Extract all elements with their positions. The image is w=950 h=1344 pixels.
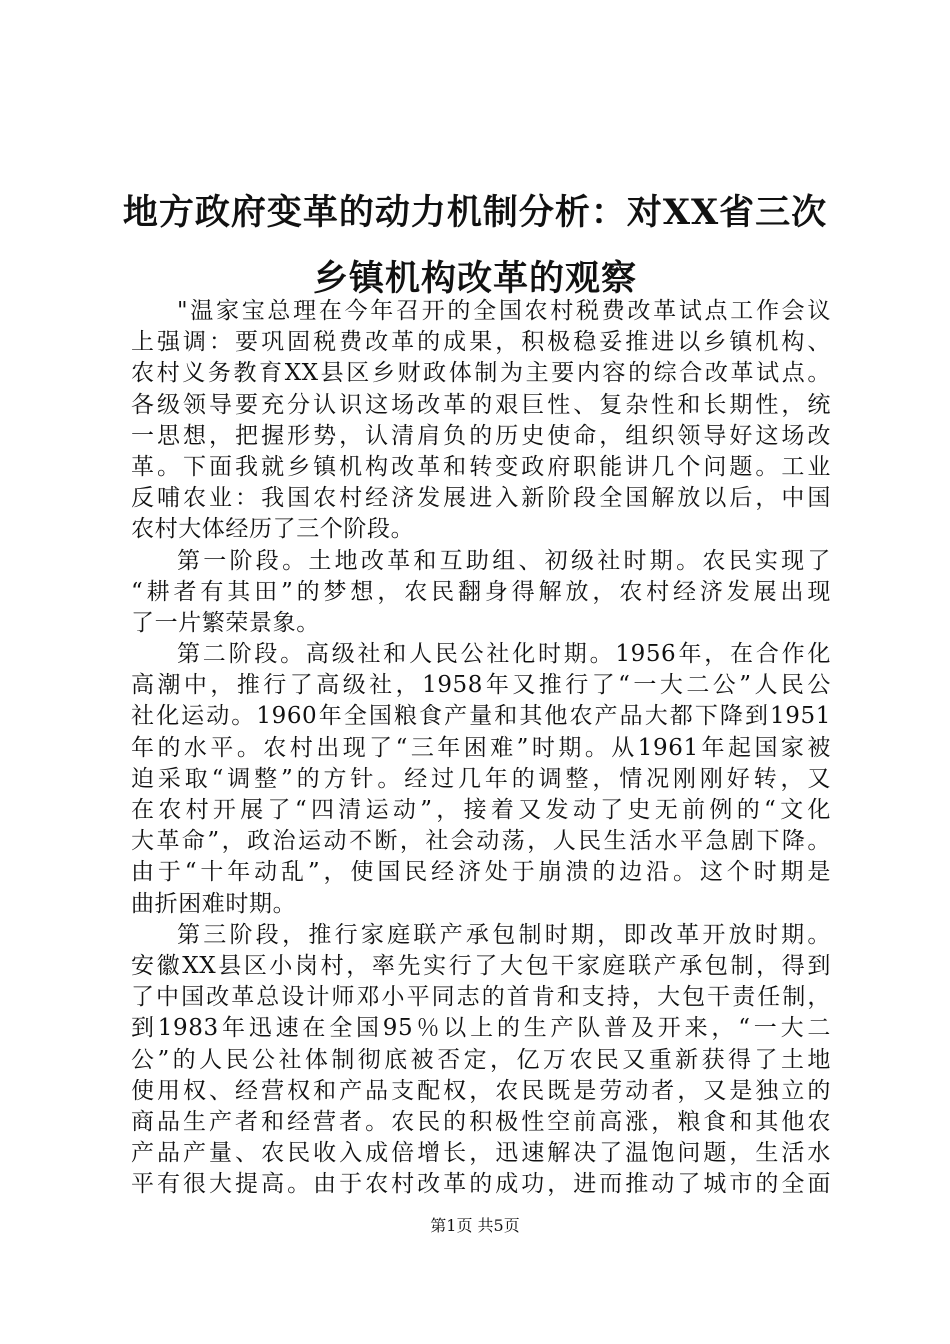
text-line: “耕者有其田”的梦想，农民翻身得解放，农村经济发展出现	[131, 578, 831, 605]
text-line: 上强调：要巩固税费改革的成果，积极稳妥推进以乡镇机构、	[131, 329, 831, 356]
text-line: 公”的人民公社体制彻底被否定，亿万农民又重新获得了土地	[131, 1046, 831, 1073]
title-line-2: 乡镇机构改革的观察	[312, 258, 637, 299]
text-line: 使用权、经营权和产品支配权，农民既是劳动者，又是独立的	[131, 1077, 831, 1104]
text-line: 第二阶段。高级社和人民公社化时期。1956年，在合作化	[177, 641, 831, 668]
paragraph-2	[131, 546, 831, 640]
paragraph-1	[131, 296, 831, 546]
text-line: 农村义务教育XX县区乡财政体制为主要内容的综合改革试点。	[131, 360, 831, 387]
text-line: 迫采取“调整”的方针。经过几年的调整，情况刚刚好转，又	[131, 765, 831, 792]
text-line: 一思想，把握形势，认清肩负的历史使命，组织领导好这场改	[131, 422, 831, 449]
text-line: 安徽XX县区小岗村，率先实行了大包干家庭联产承包制，得到	[131, 952, 831, 979]
text-line: 高潮中，推行了高级社，1958年又推行了“一大二公”人民公	[131, 672, 831, 699]
text-line: 在农村开展了“四清运动”，接着又发动了史无前例的“文化	[131, 797, 831, 823]
text-line: 大革命”，政治运动不断，社会动荡，人民生活水平急剧下降。	[131, 828, 831, 855]
text-line: 产品产量、农民收入成倍增长，迅速解决了温饱问题，生活水	[131, 1140, 831, 1167]
text-line: 了一片繁荣景象。	[131, 609, 320, 636]
text-line: 商品生产者和经营者。农民的积极性空前高涨，粮食和其他农	[131, 1108, 831, 1135]
text-line: 第一阶段。土地改革和互助组、初级社时期。农民实现了	[177, 547, 831, 574]
text-line: 平有很大提高。由于农村改革的成功，进而推动了城市的全面	[131, 1171, 831, 1198]
document-title	[110, 180, 840, 312]
text-line: 到1983年迅速在全国95％以上的生产队普及开来，“一大二	[131, 1015, 831, 1042]
title-line-1: 地方政府变革的动力机制分析：对XX省三次	[122, 192, 828, 233]
text-line: 年的水平。农村出现了“三年困难”时期。从1961年起国家被	[131, 734, 831, 761]
page-number-footer: 第1页 共5页	[430, 1216, 520, 1235]
text-line: 第三阶段，推行家庭联产承包制时期，即改革开放时期。	[177, 921, 831, 948]
text-line: 农村大体经历了三个阶段。	[131, 516, 415, 543]
paragraph-4	[131, 920, 831, 1201]
text-line: 反哺农业：我国农村经济发展进入新阶段全国解放以后，中国	[131, 485, 831, 512]
document-body	[131, 296, 831, 1200]
paragraph-3	[131, 639, 831, 920]
text-line: 各级领导要充分认识这场改革的艰巨性、复杂性和长期性，统	[131, 391, 831, 418]
text-line: 社化运动。1960年全国粮食产量和其他农产品大都下降到1951	[131, 703, 831, 730]
text-line: 曲折困难时期。	[131, 890, 297, 917]
text-line: 了中国改革总设计师邓小平同志的首肯和支持，大包干责任制，	[131, 984, 831, 1011]
text-line: "温家宝总理在今年召开的全国农村税费改革试点工作会议	[177, 298, 831, 324]
text-line: 由于“十年动乱”，使国民经济处于崩溃的边沿。这个时期是	[131, 859, 831, 886]
text-line: 革。下面我就乡镇机构改革和转变政府职能讲几个问题。工业	[131, 453, 831, 480]
